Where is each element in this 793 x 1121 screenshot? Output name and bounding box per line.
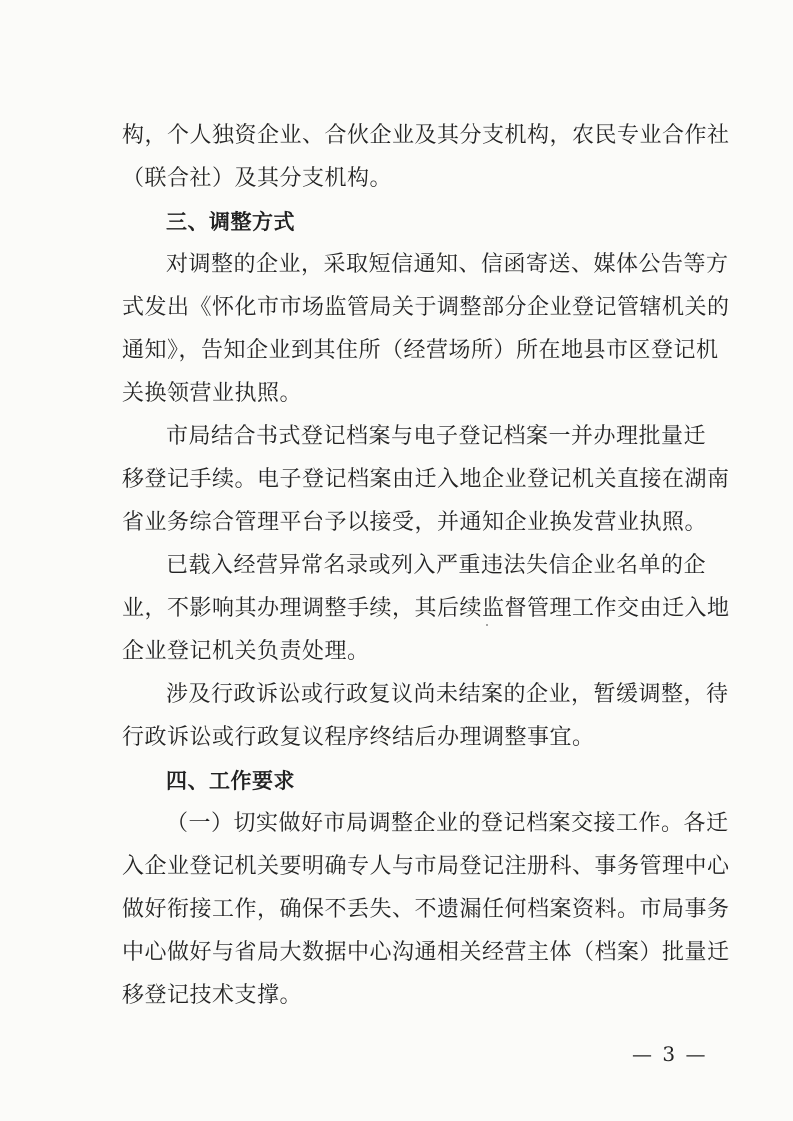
text-line: 关换领营业执照。 [122, 381, 303, 406]
text-line: 式发出《怀化市市场监管局关于调整部分企业登记管辖机关的 [122, 295, 730, 320]
text-line: 省业务综合管理平台予以接受，并通知企业换发营业执照。 [122, 510, 708, 535]
text-line: 做好衔接工作，确保不丢失、不遗漏任何档案资料。市局事务 [122, 897, 730, 922]
page-number: — 3 — [632, 1042, 708, 1066]
text-line: 入企业登记机关要明确专人与市局登记注册科、事务管理中心 [122, 854, 730, 879]
text-line: 移登记手续。电子登记档案由迁入地企业登记机关直接在湖南 [122, 467, 730, 492]
text-line: 通知》，告知企业到其住所（经营场所）所在地县市区登记机 [122, 338, 719, 363]
text-line: 业，不影响其办理调整手续，其后续监督管理工作交由迁入地 [122, 596, 730, 621]
paragraph-start: 对调整的企业，采取短信通知、信函寄送、媒体公告等方 [166, 252, 729, 277]
paragraph-start: 涉及行政诉讼或行政复议尚未结案的企业，暂缓调整，待 [166, 682, 729, 707]
paragraph-start: 市局结合书式登记档案与电子登记档案一并办理批量迁 [166, 424, 707, 449]
text-line: 构，个人独资企业、合伙企业及其分支机构，农民专业合作社 [122, 123, 730, 148]
text-line: 行政诉讼或行政复议程序终结后办理调整事宜。 [122, 725, 595, 750]
paragraph-start: （一）切实做好市局调整企业的登记档案交接工作。各迁 [166, 811, 729, 836]
text-line: （联合社）及其分支机构。 [122, 166, 393, 191]
text-line: 企业登记机关负责处理。 [122, 639, 370, 664]
text-line: 移登记技术支撑。 [122, 983, 303, 1008]
scan-speck [486, 624, 488, 626]
paragraph-start: 已载入经营异常名录或列入严重违法失信企业名单的企 [166, 553, 707, 578]
section-heading-adjustment-method: 三、调整方式 [166, 210, 295, 234]
section-heading-work-requirements: 四、工作要求 [166, 769, 295, 793]
text-line: 中心做好与省局大数据中心沟通相关经营主体（档案）批量迁 [122, 940, 730, 965]
